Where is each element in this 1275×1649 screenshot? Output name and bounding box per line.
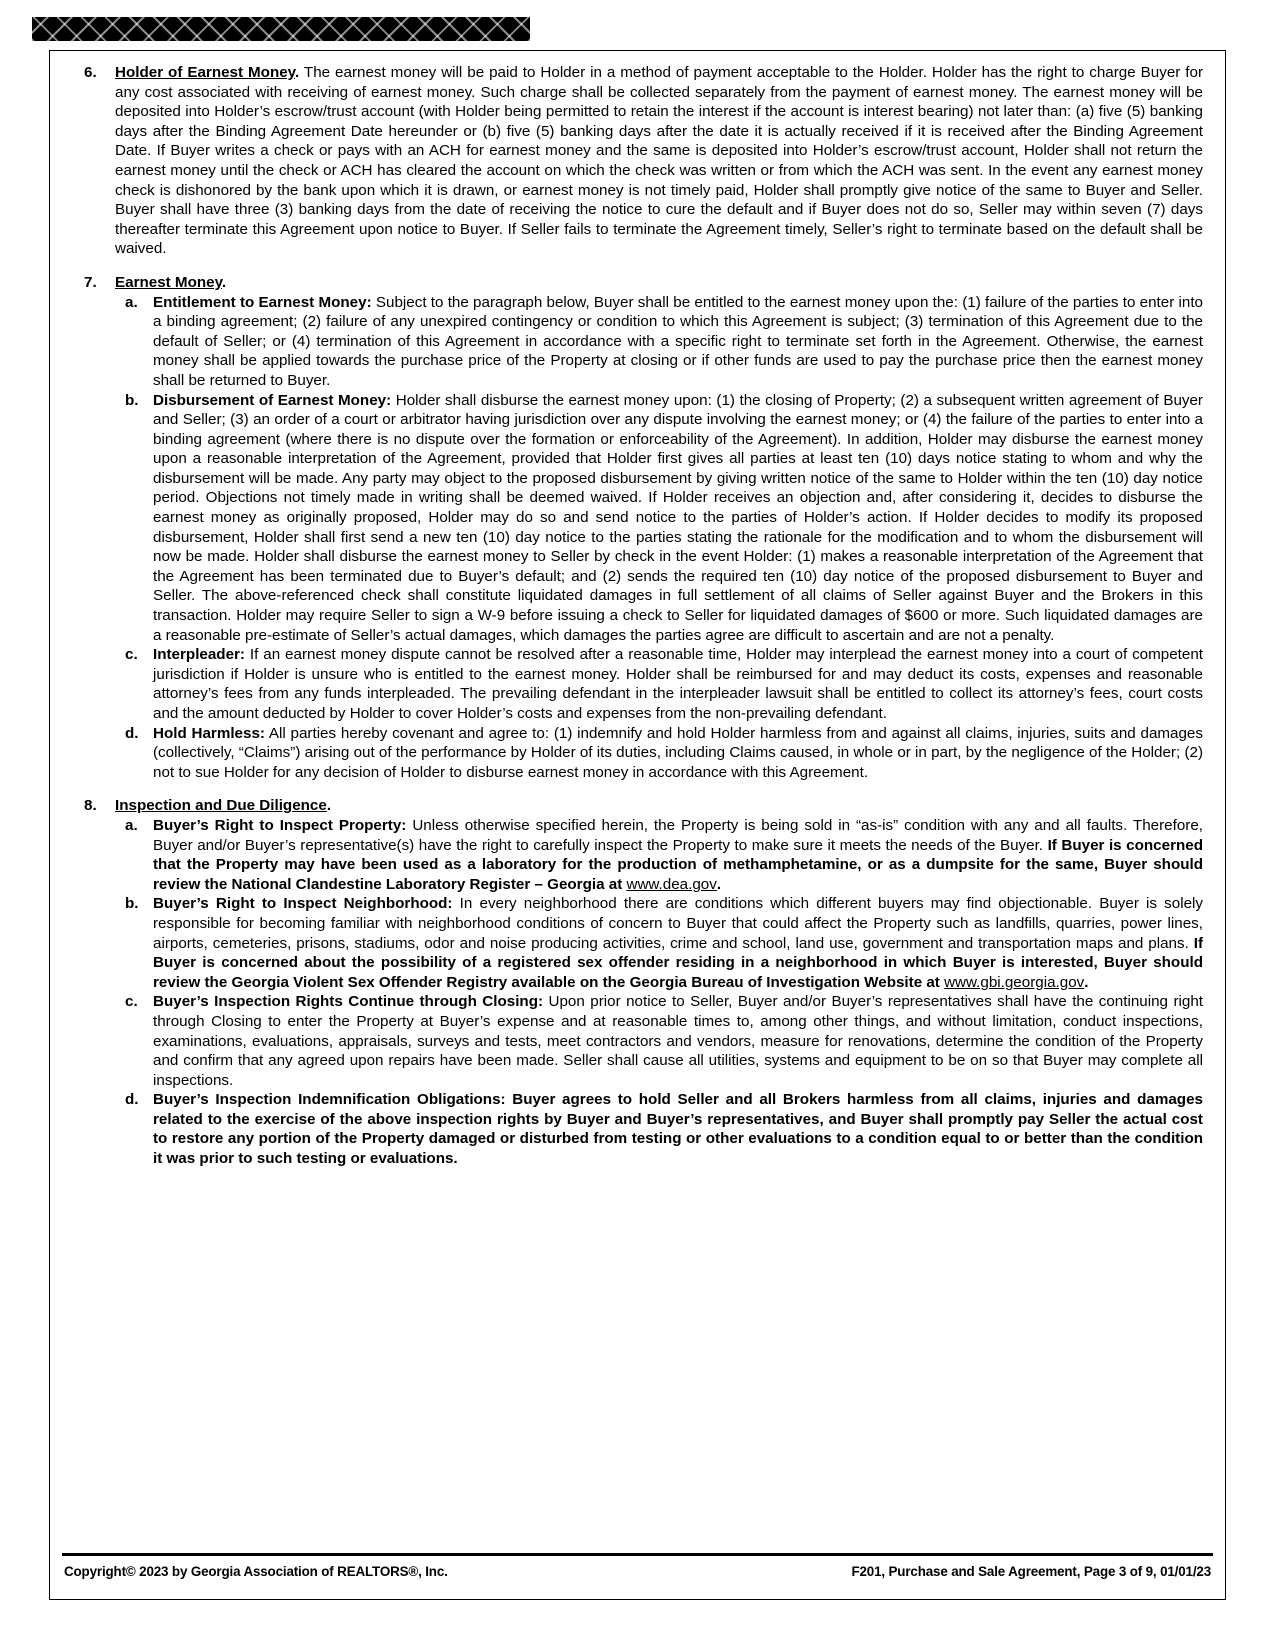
clause-8-number: 8.: [84, 797, 97, 815]
clause-7-title-line: [115, 273, 1203, 293]
clause-8: [64, 796, 1203, 1168]
clause-list: [64, 63, 1203, 1169]
clause-6: [64, 63, 1203, 259]
clause-7-heading: Earnest Money: [115, 273, 222, 291]
clause-7a-label: Entitlement to Earnest Money:: [153, 293, 372, 311]
clause-8-heading-suffix: .: [326, 797, 332, 815]
clause-8a-bold-notice: If Buyer is concerned that the Property may have been used as a laboratory for the production of methamphetamine, or as a dumpsite for the same, Buyer should review the National Clandestine Laboratory Register – Georgia at: [153, 836, 1203, 893]
footer-form-info: F201, Purchase and Sale Agreement, Page 3 of 9, 01/01/23: [851, 1564, 1211, 1579]
clause-8d-marker: d.: [125, 1091, 139, 1109]
clause-8a-bold-end: .: [716, 875, 722, 893]
clause-7c-paragraph: [153, 645, 1203, 723]
clause-7b-paragraph: [153, 391, 1203, 646]
clause-7d-text: All parties hereby covenant and agree to: (1) indemnify and hold Holder harmless from and against all claims, injuries, suits and damages (collectively, “Claims”) arising out of the performance by Holder of its duties, including Claims caused, in whole or in part, by the negligence of the Holder; (2) not to sue Holder for any decision of Holder to disburse earnest money in accordance with this Agreement.: [153, 724, 1203, 781]
clause-8a-label: Buyer’s Right to Inspect Property:: [153, 816, 407, 834]
footer-row: [64, 1563, 1211, 1580]
clause-8d: [115, 1090, 1203, 1168]
clause-8d-label: Buyer’s Inspection Indemnification Obligations:: [153, 1091, 506, 1109]
clause-8c: [115, 992, 1203, 1090]
clause-7-sublist: [115, 293, 1203, 783]
clause-8a: [115, 816, 1203, 894]
clause-8-title-line: [115, 796, 1203, 816]
clause-7a-marker: a.: [125, 293, 138, 311]
clause-6-heading-suffix: .: [295, 64, 300, 81]
clause-7b-marker: b.: [125, 391, 139, 409]
redacted-barcode-band: [32, 17, 530, 41]
clause-7: [64, 273, 1203, 782]
footer-copyright: Copyright© 2023 by Georgia Association of REALTORS®, Inc.: [64, 1564, 448, 1579]
gbi-georgia-gov-link[interactable]: www.gbi.georgia.gov: [944, 973, 1085, 991]
clause-8c-paragraph: [153, 992, 1203, 1090]
clause-8c-text: Upon prior notice to Seller, Buyer and/or Buyer’s representatives shall have the continuing right through Closing to enter the Property at Buyer’s expense and at reasonable times to, among other things, and without limitation, conduct inspections, examinations, evaluations, appraisals, surveys and tests, meet contractors and vendors, measure for renovations, determine the condition of the Property and confirm that any agreed upon repairs have been made. Seller shall cause all utilities, systems and equipment to be on so that Buyer may complete all inspections.: [153, 993, 1203, 1089]
clause-7c-text: If an earnest money dispute cannot be resolved after a reasonable time, Holder may interplead the earnest money into a court of competent jurisdiction if Holder is unsure who is entitled to the earnest money. Holder shall be reimbursed for and may deduct its costs, expenses and reasonable attorney’s fees from any funds interpleaded. The prevailing defendant in the interpleader lawsuit shall be entitled to collect its attorney’s fees, court costs and the amount deducted by Holder to cover Holder’s costs and expenses from the non-prevailing defendant.: [153, 646, 1203, 722]
clause-7a-text: Subject to the paragraph below, Buyer shall be entitled to the earnest money upon the: (1) failure of the parties to enter into a binding agreement; (2) failure of any unexpired contingency or condition to which this Agreement is subject; (3) termination of this Agreement due to the default of Seller; or (4) termination of this Agreement in accordance with a specific right to terminate set forth in the Agreement. Otherwise, the earnest money shall be applied towards the purchase price of the Property at closing or if other funds are used to pay the purchase price then the earnest money shall be returned to Buyer.: [153, 293, 1203, 389]
clause-6-number: 6.: [84, 64, 97, 81]
clause-8b-bold-end: .: [1084, 973, 1089, 991]
clause-7d-paragraph: [153, 724, 1203, 783]
clause-7-number: 7.: [84, 273, 97, 291]
clause-8d-text: Buyer agrees to hold Seller and all Brokers harmless from all claims, injuries and damages related to the exercise of the above inspection rights by Buyer and Buyer’s representatives, and Buyer shall promptly pay Seller the actual cost to restore any portion of the Property damaged or disturbed from testing or other evaluations to a condition equal to or better than the condition it was prior to such testing or evaluations.: [153, 1091, 1203, 1168]
clause-8b: [115, 894, 1203, 992]
clause-8-sublist: [115, 816, 1203, 1169]
clause-8b-marker: b.: [125, 895, 139, 913]
clause-7d-marker: d.: [125, 724, 139, 742]
document-page: [49, 50, 1226, 1600]
clause-7d-label: Hold Harmless:: [153, 724, 265, 742]
clause-8a-text: Unless otherwise specified herein, the Property is being sold in “as-is” condition with any and all faults. Therefore, Buyer and/or Buyer’s representative(s) have the right to carefully inspect the Property to make sure it meets the needs of the Buyer.: [153, 816, 1203, 854]
clause-8b-text: In every neighborhood there are conditions which different buyers may find objectionable. Buyer is solely responsible for becoming familiar with neighborhood conditions of concern to Buyer that could affect the Property such as landfills, quarries, power lines, airports, cemeteries, prisons, stadiums, odor and noise producing activities, crime and school, land use, government and transportation maps and plans.: [153, 895, 1203, 952]
dea-gov-link[interactable]: www.dea.gov: [626, 875, 717, 893]
clause-8-heading: Inspection and Due Diligence: [115, 797, 327, 815]
clause-7a-paragraph: [153, 293, 1203, 391]
clause-6-body: The earnest money will be paid to Holder in a method of payment acceptable to the Holder. Holder has the right to charge Buyer for any cost associated with receiving of earnest money. Such charge shall be collected separately from the payment of earnest money. The earnest money will be deposited into Holder’s escrow/trust account (with Holder being permitted to retain the interest if the account is interest bearing) not later than: (a) five (5) banking days after the Binding Agreement Date hereunder or (b) five (5) banking days after the date it is actually received if it is received after the Binding Agreement Date. If Buyer writes a check or pays with an ACH for earnest money and the same is deposited into Holder’s escrow/trust account, Holder shall not return the earnest money until the check or ACH has cleared the account on which the check was written or from which the ACH was sent. In the event any earnest money check is dishonored by the bank upon which it is drawn, or earnest money is not timely paid, Holder shall promptly give notice of the same to Buyer and Seller. Buyer shall have three (3) banking days from the date of receiving the notice to cure the default and if Buyer does not do so, Seller may within seven (7) days thereafter terminate this Agreement upon notice to Buyer. If Seller fails to terminate the Agreement timely, Seller’s right to terminate based on the default shall be waived.: [115, 64, 1203, 258]
page-footer: [50, 1527, 1225, 1599]
footer-divider: [62, 1553, 1213, 1556]
clause-8c-marker: c.: [125, 993, 138, 1011]
clause-8b-label: Buyer’s Right to Inspect Neighborhood:: [153, 895, 453, 913]
clause-6-paragraph: [115, 63, 1203, 259]
clause-8b-bold-notice: If Buyer is concerned about the possibility of a registered sex offender residing in a neighborhood in which Buyer is interested, Buyer should review the Georgia Violent Sex Offender Registry available on the Georgia Bureau of Investigation Website at: [153, 934, 1203, 991]
clause-7b-text: Holder shall disburse the earnest money upon: (1) the closing of Property; (2) a subsequent written agreement of Buyer and Seller; (3) an order of a court or arbitrator having jurisdiction over any dispute involving the earnest money; or (4) the failure of the parties to enter into a binding agreement (where there is no dispute over the formation or enforceability of the Agreement). In addition, Holder may disburse the earnest money upon a reasonable interpretation of the Agreement, provided that Holder first gives all parties at least ten (10) days notice stating to whom and why the disbursement will be made. Any party may object to the proposed disbursement by giving written notice of the same to Holder within the ten (10) day notice period. Objections not timely made in writing shall be deemed waived. If Holder receives an objection and, after considering it, decides to disburse the earnest money as originally proposed, Holder may do so and send notice to the parties of Holder’s action. If Holder decides to modify its proposed disbursement, Holder shall first send a new ten (10) day notice to the parties stating the rationale for the modification and to whom the disbursement will now be made. Holder shall disburse the earnest money to Seller by check in the event Holder: (1) makes a reasonable interpretation of the Agreement that the Agreement has been terminated due to Buyer’s default; and (2) sends the required ten (10) day notice of the proposed disbursement to Buyer and Seller. The above-referenced check shall constitute liquidated damages in full settlement of all claims of Seller against Buyer and the Brokers in this transaction. Holder may require Seller to sign a W-9 before issuing a check to Seller for liquidated damages of $600 or more. Such liquidated damages are a reasonable pre-estimate of Seller’s actual damages, which damages the parties agree are difficult to ascertain and are not a penalty.: [153, 391, 1203, 644]
clause-8d-paragraph: [153, 1090, 1203, 1168]
clause-7c-label: Interpleader:: [153, 646, 245, 664]
clause-6-heading: Holder of Earnest Money: [115, 64, 295, 81]
clause-8c-label: Buyer’s Inspection Rights Continue through Closing:: [153, 993, 544, 1011]
clause-7b: [115, 391, 1203, 646]
clause-8a-marker: a.: [125, 816, 138, 834]
clause-7-heading-suffix: .: [221, 273, 227, 291]
clause-7c: [115, 645, 1203, 723]
clause-8a-paragraph: [153, 816, 1203, 894]
clause-8b-paragraph: [153, 894, 1203, 992]
clause-7b-label: Disbursement of Earnest Money:: [153, 391, 392, 409]
clause-7c-marker: c.: [125, 646, 138, 664]
document-body: [50, 51, 1225, 1527]
clause-7a: [115, 293, 1203, 391]
clause-7d: [115, 724, 1203, 783]
